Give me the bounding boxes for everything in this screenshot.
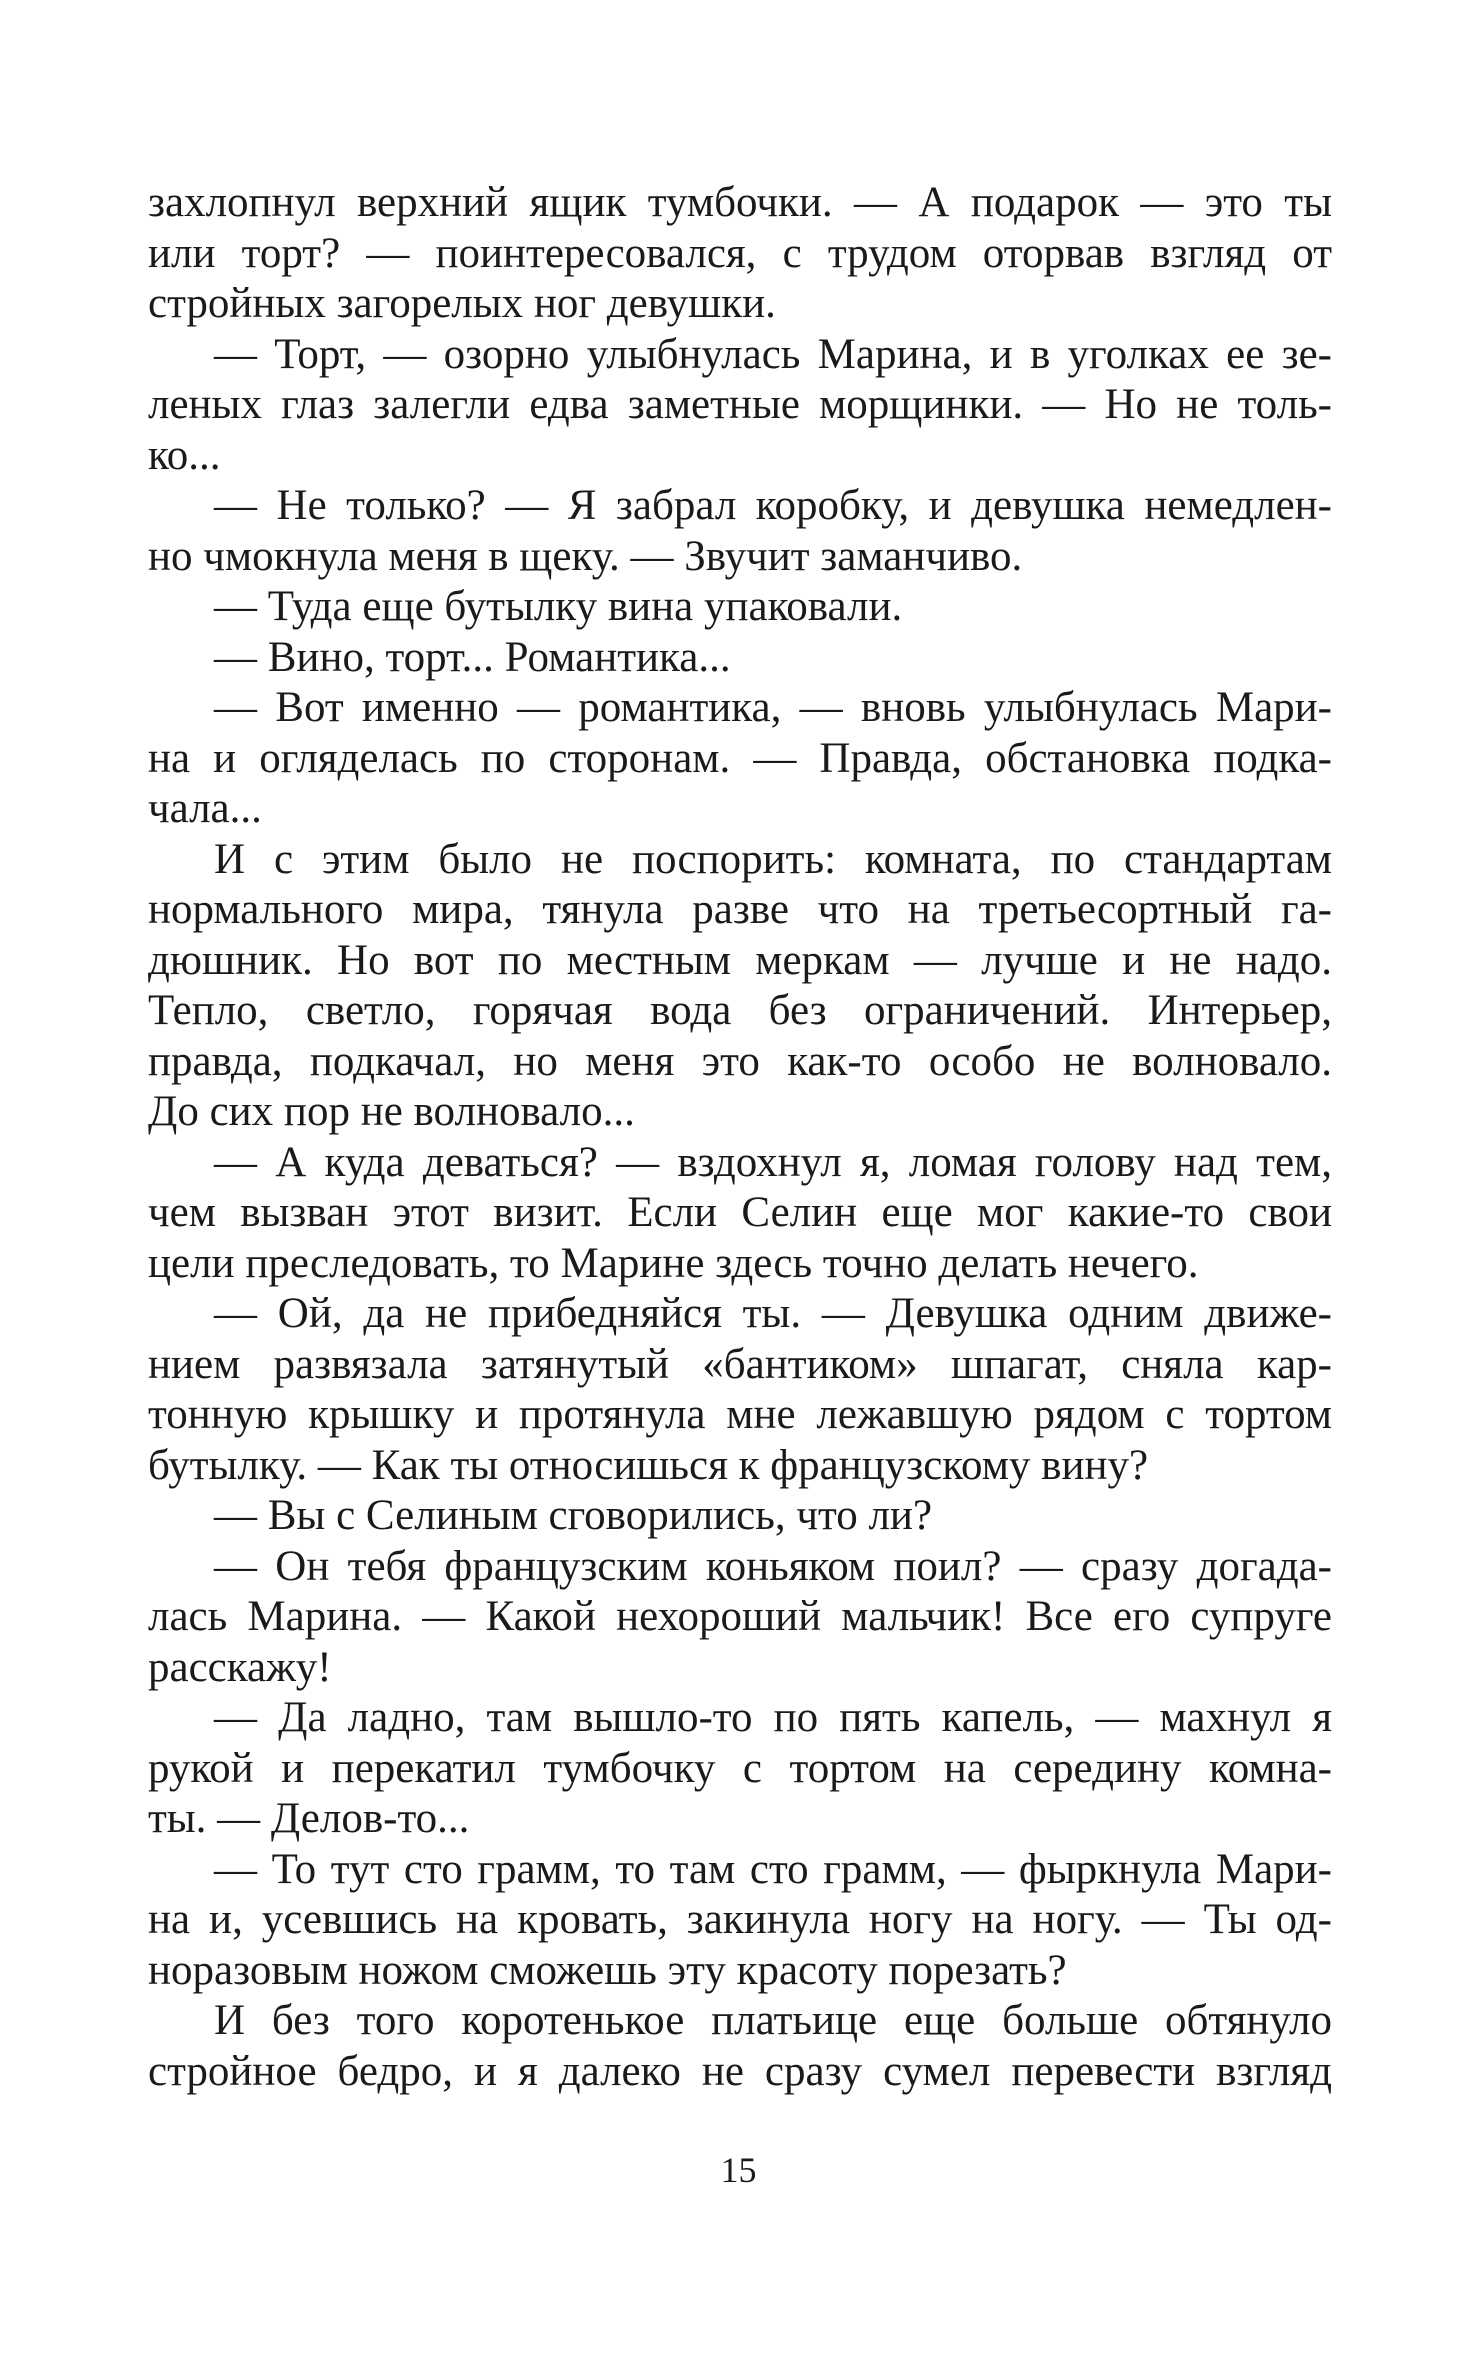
text-line: — То тут сто грамм, то там сто грамм, — фыркнула Мари- [214, 1845, 1332, 1893]
text-line: чем вызван этот визит. Если Селин еще мог какие-то свои [148, 1189, 1332, 1236]
text-line: — Вот именно — романтика, — вновь улыбнулась Мари- [214, 684, 1332, 731]
text-line: чала... [148, 785, 262, 832]
text-line: нием развязала затянутый «бантиком» шпагат, сняла кар- [148, 1340, 1332, 1388]
text-line: — Туда еще бутылку вина упаковали. [214, 583, 903, 630]
text-line: — Вы с Селиным сговорились, что ли? [214, 1492, 933, 1539]
text-line: И с этим было не поспорить: комната, по стандартам [214, 835, 1332, 883]
text-line: леных глаз залегли едва заметные морщинки. — Но не толь- [148, 381, 1332, 428]
text-line: норазовым ножом сможешь эту красоту порезать? [148, 1946, 1067, 1994]
text-line: лась Марина. — Какой нехороший мальчик! Все его супруге [148, 1593, 1332, 1640]
text-line: — Да ладно, там вышло-то по пять капель, — махнул я [214, 1694, 1332, 1741]
body-text [148, 178, 1332, 2097]
text-line: расскажу! [148, 1643, 332, 1691]
text-line: или торт? — поинтересовался, с трудом оторвав взгляд от [148, 229, 1332, 277]
text-line: — Вино, торт... Романтика... [214, 633, 731, 681]
text-line: нормального мира, тянула разве что на третьесортный га- [148, 886, 1332, 933]
text-line: бутылку. — Как ты относишься к французскому вину? [148, 1441, 1149, 1489]
text-line: ко... [148, 431, 221, 479]
text-line: рукой и перекатил тумбочку с тортом на середину комна- [148, 1744, 1332, 1792]
text-line: стройное бедро, и я далеко не сразу сумел перевести взгляд [148, 2047, 1332, 2095]
text-line: Тепло, светло, горячая вода без ограничений. Интерьер, [148, 987, 1332, 1034]
text-line: И без того коротенькое платьице еще больше обтянуло [214, 1997, 1332, 2044]
text-line: — А куда деваться? — вздохнул я, ломая голову над тем, [214, 1138, 1332, 1186]
text-line: ты. — Делов-то... [148, 1795, 470, 1842]
text-line: — Ой, да не прибедняйся ты. — Девушка одним движе- [214, 1290, 1332, 1337]
text-line: тонную крышку и протянула мне лежавшую рядом с тортом [148, 1391, 1332, 1438]
text-line: захлопнул верхний ящик тумбочки. — А подарок — это ты [148, 179, 1332, 226]
text-line: — Не только? — Я забрал коробку, и девушка немедлен- [214, 482, 1332, 529]
page-number: 15 [720, 2150, 757, 2190]
text-line: дюшник. Но вот по местным меркам — лучше и не надо. [148, 936, 1332, 984]
text-line: на и, усевшись на кровать, закинула ногу на ногу. — Ты од- [148, 1896, 1332, 1943]
text-line: — Торт, — озорно улыбнулась Марина, и в уголках ее зе- [214, 330, 1332, 378]
text-line: на и огляделась по сторонам. — Правда, обстановка подка- [148, 734, 1332, 782]
text-line: но чмокнула меня в щеку. — Звучит заманчиво. [148, 532, 1023, 580]
text-line: стройных загорелых ног девушки. [148, 280, 776, 327]
text-line: До сих пор не волновало... [148, 1088, 635, 1135]
text-line: — Он тебя французским коньяком поил? — сразу догада- [214, 1542, 1332, 1590]
text-line: правда, подкачал, но меня это как-то особо не волновало. [148, 1037, 1332, 1085]
text-line: цели преследовать, то Марине здесь точно делать нечего. [148, 1239, 1199, 1287]
